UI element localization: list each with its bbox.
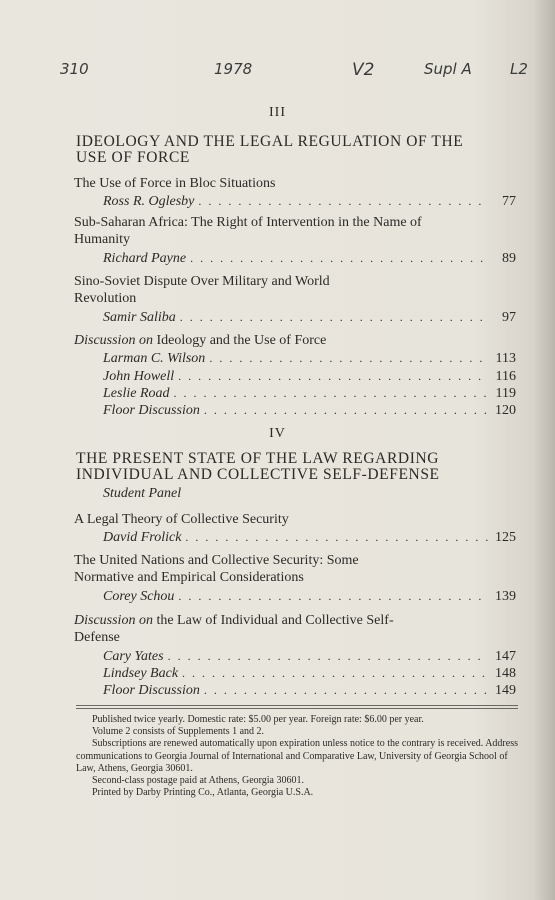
discussion-page: 147 xyxy=(495,649,516,664)
entry-author: Samir Saliba xyxy=(103,310,176,325)
section-title-4: THE PRESENT STATE OF THE LAW REGARDING INDIVIDUAL AND COLLECTIVE SELF-DEFENSE xyxy=(76,450,440,483)
discussion-topic: the Law of Individual and Collective Self-Defense xyxy=(74,613,394,645)
entry-author-line xyxy=(103,250,516,267)
section-title-3: IDEOLOGY AND THE LEGAL REGULATION OF THE USE OF FORCE xyxy=(76,133,464,166)
publication-rates: Published twice yearly. Domestic rate: $5.00 per year. Foreign rate: $6.00 per year. xyxy=(92,714,424,725)
entry-author: David Frolick xyxy=(103,530,182,545)
discussion-author: Lindsey Back xyxy=(103,666,179,681)
handwritten-note-volume: V2 xyxy=(352,60,375,80)
entry-title: Sub-Saharan Africa: The Right of Intervention in the Name of Humanity xyxy=(74,215,422,247)
handwritten-note-supplement: Supl A xyxy=(424,60,472,78)
discussion-author-line xyxy=(103,350,516,367)
discussion-author-line xyxy=(103,368,516,385)
section-subtitle-4: Student Panel xyxy=(103,486,182,501)
entry-author-line xyxy=(103,309,516,326)
discussion-author-line xyxy=(103,682,516,699)
entry-author: Corey Schou xyxy=(103,589,175,604)
footer-divider xyxy=(76,708,518,709)
discussion-page: 116 xyxy=(495,369,516,384)
volume-note: Volume 2 consists of Supplements 1 and 2. xyxy=(92,726,265,738)
discussion-title xyxy=(74,612,404,646)
discussion-author: Cary Yates xyxy=(103,649,164,664)
entry-author: Richard Payne xyxy=(103,251,187,266)
entry-page: 97 xyxy=(502,310,516,325)
handwritten-note-year: 1978 xyxy=(214,60,253,78)
entry-author-line xyxy=(103,529,516,546)
entry-page: 125 xyxy=(495,530,516,545)
discussion-page: 113 xyxy=(495,351,516,366)
discussion-topic: Ideology and the Use of Force xyxy=(152,333,327,348)
discussion-author-line xyxy=(103,385,516,402)
entry-page: 89 xyxy=(502,251,516,266)
entry-author-line xyxy=(103,193,516,210)
entry-title: Sino-Soviet Dispute Over Military and World Revolution xyxy=(74,274,330,306)
discussion-prefix: Discussion on xyxy=(74,333,153,348)
entry-page: 77 xyxy=(502,194,516,209)
section-numeral-3: III xyxy=(269,105,286,120)
handwritten-note-location: L2 xyxy=(510,60,528,78)
discussion-author: Floor Discussion xyxy=(103,683,200,698)
discussion-page: 119 xyxy=(495,386,516,401)
entry-title: A Legal Theory of Collective Security xyxy=(74,512,289,527)
discussion-page: 148 xyxy=(495,666,516,681)
section-numeral-4: IV xyxy=(269,426,286,441)
printer-note: Printed by Darby Printing Co., Atlanta, Georgia U.S.A. xyxy=(92,787,314,799)
publication-notice xyxy=(76,714,522,799)
entry-author-line xyxy=(103,588,516,605)
discussion-title xyxy=(74,332,514,349)
subscription-note: Subscriptions are renewed automatically upon expiration unless notice to the contrary is received. Address communications to Georgia Journal of International and Comparative Law, University of Georgia School of Law, Athens, Georgia 30601. xyxy=(76,738,518,774)
discussion-author: Floor Discussion xyxy=(103,403,200,418)
discussion-author: John Howell xyxy=(103,369,175,384)
discussion-author-line xyxy=(103,402,516,419)
footer-divider xyxy=(76,705,518,706)
entry-author: Ross R. Oglesby xyxy=(103,194,195,209)
entry-page: 139 xyxy=(495,589,516,604)
postage-note: Second-class postage paid at Athens, Georgia 30601. xyxy=(92,775,304,787)
discussion-page: 120 xyxy=(495,403,516,418)
discussion-author: Larman C. Wilson xyxy=(103,351,206,366)
discussion-page: 149 xyxy=(495,683,516,698)
entry-title: The United Nations and Collective Security: Some Normative and Empirical Considerations xyxy=(74,553,359,585)
discussion-author-line xyxy=(103,648,516,665)
entry-title: The Use of Force in Bloc Situations xyxy=(74,176,276,191)
discussion-prefix: Discussion on xyxy=(74,613,153,628)
discussion-author: Leslie Road xyxy=(103,386,170,401)
handwritten-note-number: 310 xyxy=(60,60,89,78)
discussion-author-line xyxy=(103,665,516,682)
